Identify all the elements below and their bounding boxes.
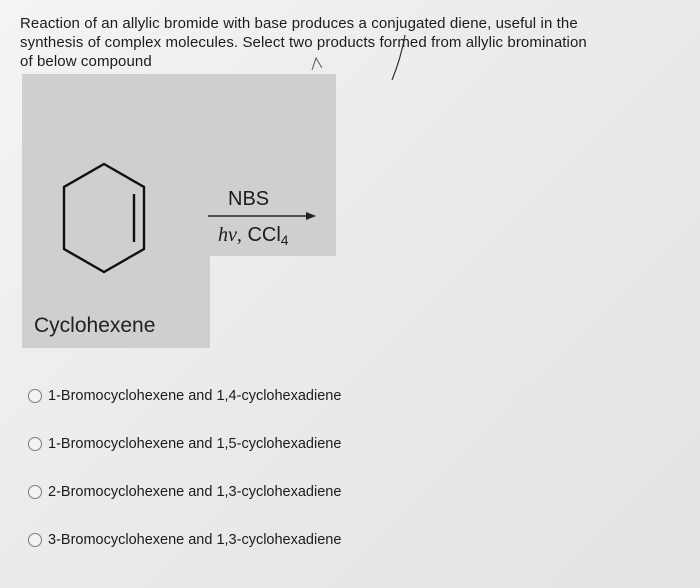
radio-button[interactable] xyxy=(28,533,42,547)
option-label: 2-Bromocyclohexene and 1,3-cyclohexadiene xyxy=(48,484,342,500)
question-text xyxy=(20,14,670,71)
reagent-nbs: NBS xyxy=(228,188,270,210)
reagent-conditions xyxy=(218,224,289,248)
option-4[interactable] xyxy=(28,528,341,552)
radio-button[interactable] xyxy=(28,389,42,403)
cyclohexene-structure xyxy=(58,160,150,276)
cyclohexane-ring xyxy=(64,164,144,272)
option-1[interactable] xyxy=(28,384,341,408)
option-label: 3-Bromocyclohexene and 1,3-cyclohexadiene xyxy=(48,532,342,548)
option-2[interactable] xyxy=(28,432,341,456)
question-line-2: synthesis of complex molecules. Select two products formed from allylic bromination xyxy=(20,34,587,51)
radio-button[interactable] xyxy=(28,485,42,499)
molecule-name: Cyclohexene xyxy=(34,314,156,337)
question-line-1: Reaction of an allylic bromide with base produces a conjugated diene, useful in the xyxy=(20,15,578,32)
option-3[interactable] xyxy=(28,480,341,504)
answer-options xyxy=(28,384,341,576)
reaction-arrow xyxy=(206,208,318,224)
light-symbol: hν, xyxy=(218,224,242,246)
question-line-3: of below compound xyxy=(20,53,152,70)
solvent-subscript: 4 xyxy=(280,232,289,248)
radio-button[interactable] xyxy=(28,437,42,451)
solvent-label: CCl xyxy=(247,224,281,246)
option-label: 1-Bromocyclohexene and 1,4-cyclohexadiene xyxy=(48,388,342,404)
option-label: 1-Bromocyclohexene and 1,5-cyclohexadiene xyxy=(48,436,342,452)
